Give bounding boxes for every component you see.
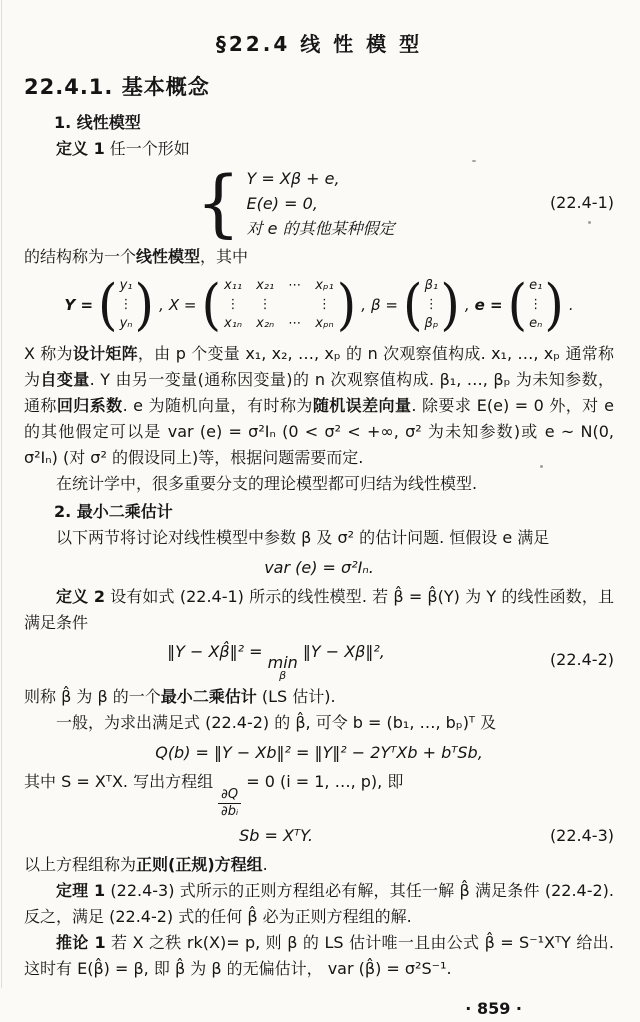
vector-entry: y₁	[119, 278, 133, 293]
equation-number: (22.4-1)	[549, 193, 614, 212]
scan-speckle	[588, 221, 591, 224]
vector-entry: β₁	[424, 278, 439, 293]
text-segment: (22.4-3) 式所示的正则方程组必有解，其任一解 β̂ 满足条件 (22.4-2). 反之，满足 (22.4-2) 式的任何 β̂ 必为正则方程组的解.	[24, 881, 614, 926]
list-item-2-least-squares: 2. 最小二乘估计	[54, 502, 173, 521]
text-segment: 定理 1	[56, 881, 106, 900]
equation-22-4-3	[24, 823, 614, 849]
subsection-heading: 22.4.1. 基本概念	[24, 75, 210, 99]
vector-entry: eₙ	[529, 316, 543, 331]
text-segment: 设有如式 (22.4-1) 所示的线性模型. 若 β̂ = β̂(Y) 为 Y 的线性函数，且满足条件	[24, 587, 614, 632]
list-item-1-linear-model: 1. 线性模型	[54, 113, 141, 132]
text-segment: .	[262, 855, 268, 874]
text-segment: X 称为	[24, 344, 73, 363]
fraction-denominator: ∂bᵢ	[221, 804, 239, 819]
vector-entry: e₁	[529, 278, 543, 293]
matrix-entry: x₂₁	[256, 278, 275, 293]
text-segment: 以下两节将讨论对线性模型中参数 β 及 σ² 的估计问题. 恒假设 e 满足	[56, 528, 550, 547]
text-segment: 回归系数	[56, 396, 123, 415]
text-segment: 最小二乘估计	[160, 687, 257, 706]
page-number: · 859 ·	[465, 999, 522, 1018]
fraction-numerator: ∂Q	[218, 787, 241, 804]
text-before-fraction: 其中 S = XᵀX. 写出方程组	[24, 772, 219, 791]
separator: ,	[159, 295, 164, 314]
vector-entry: yₙ	[119, 316, 133, 331]
scan-edge-artifact	[1, 0, 2, 988]
text-segment: ，由 p 个变量 x₁, x₂, …, xₚ 的 n 次观察值构成. x₁, …, xₚ 通常称为	[24, 344, 614, 389]
equation-lhs: ‖Y − Xβ̂‖² =	[167, 642, 268, 661]
X-label: X =	[168, 295, 197, 314]
text-segment: 线性模型	[136, 247, 201, 266]
text-segment: 若 X 之秩 rk(X)= p, 则 β 的 LS 估计唯一且由公式 β̂ = S⁻¹XᵀY 给出. 这时有 E(β̂) = β, 即 β̂ 为 β 的无偏估计， var (β̂) = σ²S⁻¹.	[24, 933, 614, 978]
equation-body	[24, 639, 528, 681]
separator: ,	[464, 295, 470, 314]
text-segment: . 除要求 E(e) = 0 外，对 e 的其他假定可以是 var (e) = σ²Iₙ (0 < σ² < +∞, σ² 为未知参数)或 e ~ N(0, σ²Iₙ) (对 σ² 的假设同上)等，根据问题需要而定.	[24, 396, 614, 467]
paragraph-statistics-note	[24, 471, 614, 497]
equation-system-body	[196, 159, 395, 247]
matrix-entry: ⋮	[258, 297, 272, 312]
text-segment: 随机误差向量	[312, 396, 412, 415]
text-segment: 任一个形如	[104, 139, 190, 158]
e-column-vector	[507, 272, 564, 337]
corollary-1	[24, 930, 614, 982]
matrix-entry: xₚₙ	[315, 316, 334, 331]
min-operator	[268, 655, 298, 681]
right-paren: )	[544, 272, 564, 337]
equation-rhs: ‖Y − Xβ‖²,	[297, 642, 385, 661]
paragraph-normal-equations-setup	[24, 769, 614, 820]
right-paren: )	[440, 272, 460, 337]
text-segment: 在统计学中，很多重要分支的理论模型都可归结为线性模型.	[56, 474, 478, 493]
paragraph-general-method	[24, 710, 614, 736]
e-label: e =	[474, 295, 503, 314]
vector-entries	[422, 276, 440, 333]
Y-label: Y =	[64, 295, 94, 314]
text-segment: 的结构称为一个	[24, 247, 137, 266]
equation-body: Sb = XᵀY.	[239, 826, 313, 845]
matrix-entry: x₁ₙ	[224, 316, 243, 331]
equation-number: (22.4-2)	[549, 650, 614, 669]
text-segment: 则称 β̂ 为 β 的一个	[24, 687, 161, 706]
equation-22-4-2	[24, 639, 614, 681]
definition-1-intro	[24, 136, 614, 162]
text-segment: 以上方程组称为	[24, 855, 137, 874]
matrix-entry: x₂ₙ	[256, 316, 275, 331]
text-segment: 定义 2	[56, 587, 106, 606]
text-segment: . e 为随机向量，有时称为	[122, 396, 313, 415]
text-segment: 设计矩阵	[72, 344, 138, 363]
text-segment: 推论 1	[56, 933, 106, 952]
text-segment: 自变量	[40, 370, 90, 389]
separator: ,	[361, 295, 367, 314]
text-after-fraction: = 0 (i = 1, …, p), 即	[241, 772, 404, 791]
vector-entry: ⋮	[424, 297, 438, 312]
scan-speckle	[540, 465, 543, 468]
equation-22-4-1	[24, 159, 614, 247]
equation-number: (22.4-3)	[549, 826, 614, 845]
text-segment: 一般，为求出满足式 (22.4-2) 的 β̂, 可令 b = (b₁, …, bₚ)ᵀ 及	[56, 713, 497, 732]
beta-label: β =	[371, 295, 398, 314]
left-brace: {	[196, 159, 241, 247]
left-paren: (	[507, 272, 528, 337]
vector-entry: ⋮	[119, 297, 133, 312]
matrix-entry: ⋯	[288, 278, 302, 293]
matrix-entry: xₚ₁	[315, 278, 334, 293]
vector-entry: ⋮	[529, 297, 543, 312]
equation-line: Y = Xβ + e,	[246, 168, 340, 188]
paragraph-ls-estimate-name	[24, 684, 614, 710]
equation-line: E(e) = 0,	[246, 193, 318, 213]
equation-line: 对 e 的其他某种假定	[246, 218, 395, 238]
matrix-entries	[221, 276, 337, 333]
text-segment: ，其中	[200, 247, 249, 266]
vector-entries	[527, 276, 544, 333]
paragraph-normal-equations-name	[24, 852, 614, 878]
min-subscript: β	[279, 669, 287, 682]
equation-Q-b: Q(b) = ‖Y − Xb‖² = ‖Y‖² − 2YᵀXb + bᵀSb,	[155, 743, 483, 762]
matrix-entry	[288, 295, 301, 314]
text-segment: 定义 1	[56, 139, 105, 158]
period: .	[568, 295, 574, 314]
matrix-entry: x₁₁	[223, 278, 243, 293]
equation-system-lines	[247, 166, 395, 241]
matrix-entry: ⋮	[226, 297, 240, 312]
matrix-entry: ⋮	[317, 297, 331, 312]
X-design-matrix	[201, 272, 357, 337]
right-paren: )	[134, 272, 155, 337]
definition-2	[24, 584, 614, 636]
partial-derivative-fraction	[218, 787, 241, 820]
left-paren: (	[201, 272, 221, 337]
text-segment: 正则(正规)方程组	[136, 855, 263, 874]
vector-entry: βₚ	[424, 316, 439, 331]
left-paren: (	[98, 272, 118, 337]
paragraph-ls-intro	[24, 525, 614, 551]
beta-column-vector	[402, 272, 460, 337]
text-segment: (LS 估计).	[256, 687, 336, 706]
paragraph-structure-called	[24, 244, 614, 270]
left-paren: (	[402, 272, 423, 337]
min-label: min	[267, 653, 298, 672]
matrix-definitions-equation	[24, 272, 614, 337]
section-title: §22.4 线 性 模 型	[215, 32, 423, 56]
right-paren: )	[336, 272, 357, 337]
theorem-1	[24, 878, 614, 930]
Y-column-vector	[98, 272, 155, 337]
text-segment: . Y 由另一变量(通称因变量)的 n 次观察值构成. β₁, …, βₚ 为未知参数，通称	[24, 370, 614, 415]
matrix-entry: ⋯	[288, 316, 302, 331]
scan-speckle	[472, 160, 476, 162]
equation-var-e: var (e) = σ²Iₙ.	[264, 558, 374, 577]
paragraph-design-matrix	[24, 341, 614, 471]
vector-entries	[118, 276, 135, 333]
